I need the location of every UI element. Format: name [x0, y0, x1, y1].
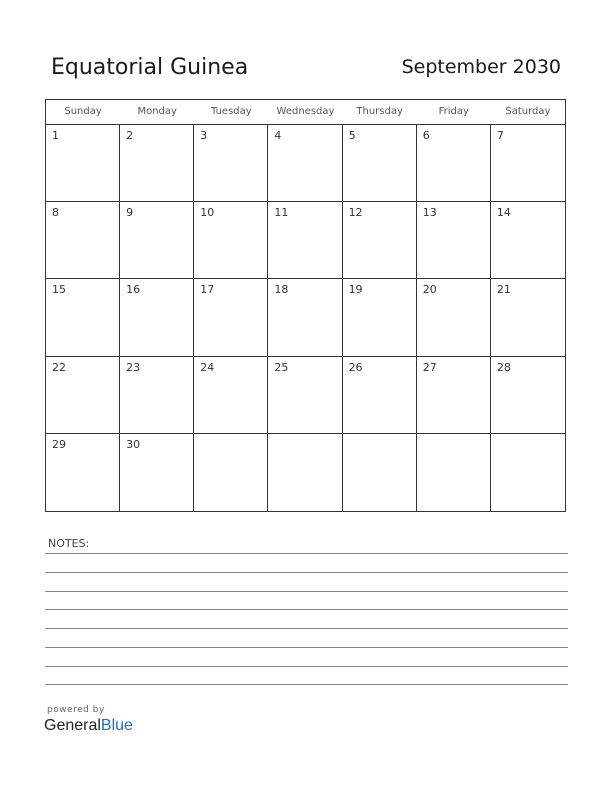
notes-line: [45, 628, 568, 629]
day-cell: [120, 434, 194, 511]
notes-line: [45, 684, 568, 685]
day-number: 21: [496, 283, 511, 297]
day-cell: [417, 125, 491, 202]
day-number: 8: [52, 206, 59, 220]
day-number: 23: [126, 360, 141, 374]
calendar-grid: [45, 99, 566, 512]
country-title: Equatorial Guinea: [51, 55, 249, 80]
day-cell: [46, 202, 120, 279]
notes-line: [45, 572, 568, 573]
day-number: 20: [422, 283, 437, 297]
day-cell: [194, 279, 268, 356]
day-number: 26: [348, 360, 363, 374]
day-cell: [46, 279, 120, 356]
weekday-saturday: Saturday: [505, 106, 551, 117]
brand-blue: Blue: [100, 717, 133, 734]
weekday-wednesday: Wednesday: [276, 106, 335, 117]
notes-line: [45, 553, 568, 554]
day-number: 4: [274, 129, 282, 142]
day-number: 2: [126, 129, 134, 142]
day-number: 12: [348, 206, 363, 220]
weekday-thursday: Thursday: [356, 106, 403, 117]
day-number: 24: [200, 360, 215, 374]
day-number: 9: [126, 206, 134, 220]
day-cell: [46, 357, 120, 434]
weekday-friday: Friday: [438, 106, 469, 117]
day-cell: [491, 202, 565, 279]
day-cell: [268, 357, 342, 434]
day-number: 3: [200, 129, 208, 142]
notes-line: [45, 591, 568, 592]
day-cell: [120, 202, 194, 279]
day-cell: [417, 357, 491, 434]
powered-by-text: powered by: [47, 705, 105, 715]
day-cell: [343, 357, 417, 434]
day-number: 30: [126, 437, 141, 451]
day-number: 14: [496, 206, 511, 220]
day-cell: [120, 279, 194, 356]
day-cell: [268, 434, 342, 511]
weekday-sunday: Sunday: [64, 106, 102, 117]
day-cell: [491, 434, 565, 511]
day-number: 17: [200, 283, 215, 297]
day-cell: [120, 357, 194, 434]
generalblue-logo: [44, 717, 133, 735]
day-number: 10: [200, 206, 215, 220]
brand-general: General: [44, 717, 101, 734]
day-cell: [194, 434, 268, 511]
day-cell: [194, 202, 268, 279]
day-cell: [268, 279, 342, 356]
month-year-title: September 2030: [401, 56, 561, 78]
day-number: 11: [274, 206, 289, 220]
day-number: 27: [422, 360, 437, 374]
day-cell: [491, 125, 565, 202]
notes-line: [45, 609, 568, 610]
day-cell: [417, 434, 491, 511]
day-cell: [46, 434, 120, 511]
day-number: 5: [348, 129, 356, 142]
day-number: 6: [422, 129, 430, 142]
weekday-header-row: [46, 100, 565, 125]
day-cell: [120, 125, 194, 202]
day-cell: [46, 125, 120, 202]
day-number: 13: [422, 206, 437, 220]
day-number: 25: [274, 360, 289, 374]
weekday-monday: Monday: [137, 106, 177, 117]
day-cell: [491, 279, 565, 356]
day-cell: [268, 125, 342, 202]
day-number: 19: [348, 283, 363, 297]
day-cell: [343, 125, 417, 202]
day-number: 18: [274, 283, 289, 297]
day-cell: [343, 202, 417, 279]
day-cell: [194, 357, 268, 434]
day-cell: [343, 279, 417, 356]
day-number: 22: [52, 360, 66, 374]
day-cell: [194, 125, 268, 202]
day-number: 1: [52, 129, 59, 142]
notes-line: [45, 666, 568, 667]
day-number: 16: [126, 283, 141, 297]
day-cell: [491, 357, 565, 434]
day-grid: [46, 125, 565, 511]
notes-line: [45, 647, 568, 648]
day-cell: [268, 202, 342, 279]
day-number: 15: [52, 283, 66, 297]
notes-label: NOTES:: [48, 537, 90, 550]
day-number: 29: [52, 437, 66, 451]
day-number: 7: [496, 129, 504, 142]
weekday-tuesday: Tuesday: [211, 106, 252, 117]
day-cell: [417, 202, 491, 279]
day-number: 28: [496, 360, 511, 374]
day-cell: [343, 434, 417, 511]
day-cell: [417, 279, 491, 356]
